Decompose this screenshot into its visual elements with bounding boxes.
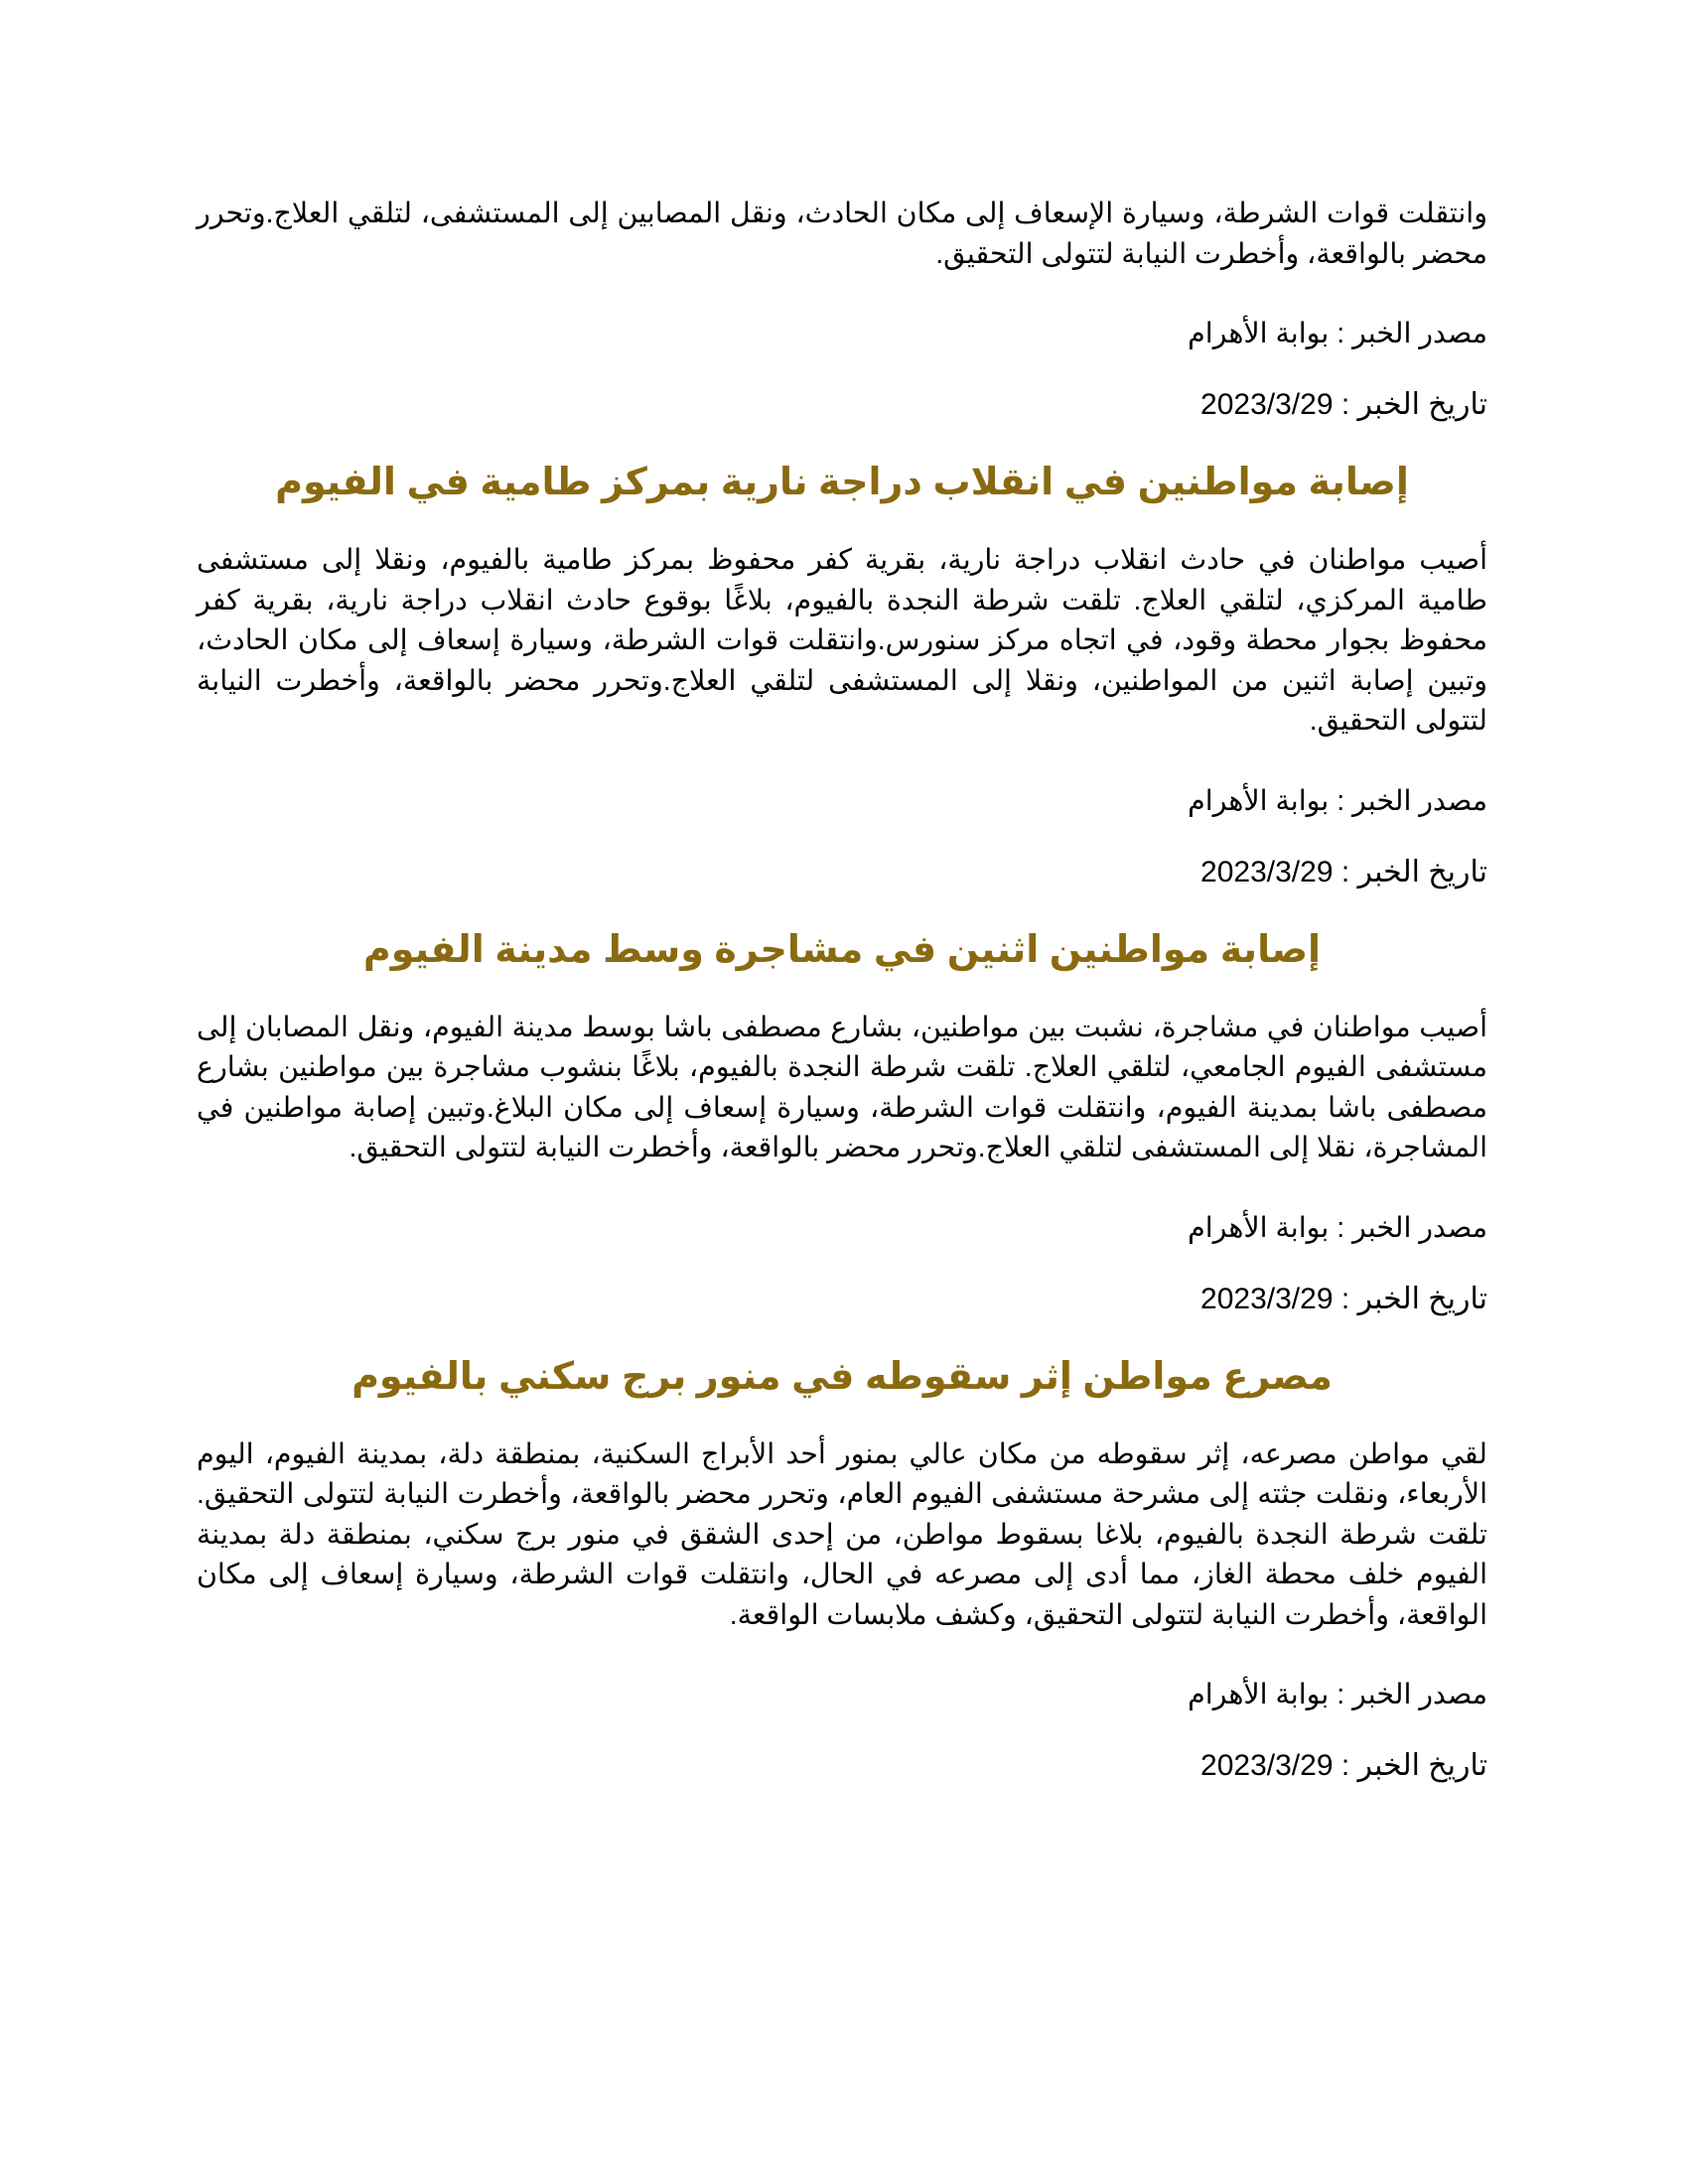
news-source: مصدر الخبر : بوابة الأهرام [1188, 1679, 1487, 1710]
news-date: تاريخ الخبر : 2023/3/29 [1200, 855, 1487, 888]
intro-body: وانتقلت قوات الشرطة، وسيارة الإسعاف إلى مكان الحادث، ونقل المصابين إلى المستشفى، لتلقي العلاج.وتحرر محضر بالواقعة، وأخطرت النيابة لتتولى التحقيق. [197, 198, 1487, 270]
news-source: مصدر الخبر : بوابة الأهرام [1188, 784, 1487, 817]
article-body: أصيب مواطنان في حادث انقلاب دراجة نارية، بقرية كفر محفوظ بمركز طامية بالفيوم، ونقلا إلى مستشفى طامية المركزي، لتلقي العلاج. تلقت شرطة النجدة بالفيوم، بلاغًا بوقوع حادث انقلاب دراجة نارية، بقرية كفر محفوظ بجوار محطة وقود، في اتجاه مركز سنورس.وانتقلت قوات الشرطة، وسيارة إسعاف إلى مكان الحادث، وتبين إصابة اثنين من المواطنين، ونقلا إلى المستشفى لتلقي العلاج.وتحرر محضر بالواقعة، وأخطرت النيابة لتتولى التحقيق. [197, 544, 1487, 737]
news-date: تاريخ الخبر : 2023/3/29 [1200, 1282, 1487, 1315]
article-headline: إصابة مواطنين اثنين في مشاجرة وسط مدينة الفيوم [362, 928, 1322, 971]
news-date: تاريخ الخبر : 2023/3/29 [1200, 388, 1487, 421]
article-headline: إصابة مواطنين في انقلاب دراجة نارية بمركز طامية في الفيوم [275, 462, 1409, 503]
news-source: مصدر الخبر : بوابة الأهرام [1188, 318, 1487, 349]
article-headline: مصرع مواطن إثر سقوطه في منور برج سكني بالفيوم [352, 1355, 1333, 1398]
article-body: أصيب مواطنان في مشاجرة، نشبت بين مواطنين، بشارع مصطفى باشا بوسط مدينة الفيوم، ونقل المصابان إلى مستشفى الفيوم الجامعي، لتلقي العلاج. تلقت شرطة النجدة بالفيوم، بلاغًا بنشوب مشاجرة بين مواطنين بشارع مصطفى باشا بمدينة الفيوم، وانتقلت قوات الشرطة، وسيارة إسعاف إلى مكان البلاغ.وتبين إصابة مواطنين في المشاجرة، نقلا إلى المستشفى لتلقي العلاج.وتحرر محضر بالواقعة، وأخطرت النيابة لتتولى التحقيق. [197, 1011, 1487, 1163]
article-body: لقي مواطن مصرعه، إثر سقوطه من مكان عالي بمنور أحد الأبراج السكنية، بمنطقة دلة، بمدينة الفيوم، اليوم الأربعاء، ونقلت جثته إلى مشرحة مستشفى الفيوم العام، وتحرر محضر بالواقعة، وأخطرت النيابة لتتولى التحقيق. تلقت شرطة النجدة بالفيوم، بلاغا بسقوط مواطن، من إحدى الشقق في منور برج سكني، بمنطقة دلة بمدينة الفيوم خلف محطة الغاز، مما أدى إلى مصرعه في الحال، وانتقلت قوات الشرطة، وسيارة إسعاف إلى مكان الواقعة، وأخطرت النيابة لتتولى التحقيق، وكشف ملابسات الواقعة. [197, 1437, 1487, 1631]
document-page [197, 194, 1487, 1786]
news-source: مصدر الخبر : بوابة الأهرام [1188, 1211, 1487, 1244]
news-date: تاريخ الخبر : 2023/3/29 [1200, 1749, 1487, 1782]
